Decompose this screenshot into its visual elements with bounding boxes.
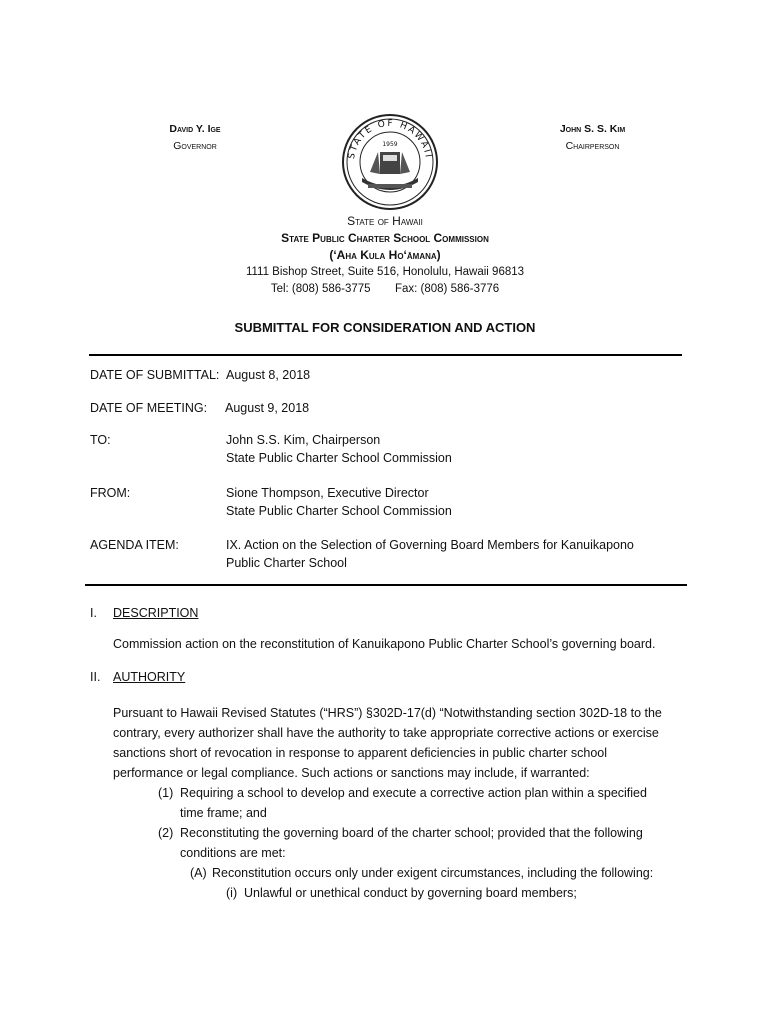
authority-line: performance or legal compliance. Such actions or sanctions may include, if warranted: [113,766,590,780]
phone: Tel: (808) 586-3775 [270,283,371,295]
list-item-text: Reconstitution occurs only under exigent circumstances, including the following: [212,866,654,880]
from-label: FROM: [90,486,131,500]
date-meeting-label: DATE OF MEETING: [90,401,208,415]
chair-title: Chairperson [565,140,620,152]
authority-line: contrary, every authorizer shall have the authority to take appropriate corrective actions or exercise [113,726,659,740]
from-line-2: State Public Charter School Commission [226,504,452,518]
divider-top [89,354,682,356]
list-item-line: time frame; and [180,806,267,820]
fax: Fax: (808) 586-3776 [394,283,500,295]
seal-year: 1959 [382,141,398,148]
section-title: DESCRIPTION [113,606,199,620]
agency-block [0,213,770,298]
list-item-line: conditions are met: [180,846,286,860]
from-line-1: Sione Thompson, Executive Director [226,486,429,500]
list-number: (A) [190,866,207,880]
list-item-line: Requiring a school to develop and execute a corrective action plan within a specified [180,786,647,800]
agenda-line-2: Public Charter School [226,556,347,570]
to-line-1: John S.S. Kim, Chairperson [226,433,381,447]
date-meeting-value: August 9, 2018 [225,401,310,415]
section-number: I. [90,606,97,620]
divider-bottom [85,584,687,586]
agenda-line-1: IX. Action on the Selection of Governing Board Members for Kanuikapono [226,538,634,552]
seal-text: STATE OF HAWAII [347,118,433,160]
list-item-text [180,823,643,863]
chair-name: John S. S. Kim [559,123,626,135]
governor-title: Governor [173,140,217,152]
date-submittal-label: DATE OF SUBMITTAL: [90,368,220,382]
list-item-text: Unlawful or unethical conduct by governing board members; [244,886,577,900]
section-title: AUTHORITY [113,670,186,684]
commission-name: State Public Charter School Commission [281,231,489,245]
state-seal-icon [340,112,440,212]
chairperson-block [545,121,640,155]
list-item-line: Reconstituting the governing board of the charter school; provided that the following [180,826,643,840]
list-number: (i) [226,886,238,900]
governor-name: David Y. Ige [169,123,221,135]
list-number: (1) [158,786,174,800]
hawaiian-name: (ʻAha Kula Hoʻāmana) [329,248,441,262]
governor-block [150,121,240,155]
contact-line [0,281,770,298]
section-number: II. [90,670,101,684]
address: 1111 Bishop Street, Suite 516, Honolulu, Hawaii 96813 [245,266,525,278]
document-title: SUBMITTAL FOR CONSIDERATION AND ACTION [234,320,536,335]
list-number: (2) [158,826,174,840]
agenda-label: AGENDA ITEM: [90,538,179,552]
authority-line: sanctions short of revocation in response to apparent deficiencies in public charter school [113,746,608,760]
state-name: State of Hawaii [347,214,423,228]
to-label: TO: [90,433,111,447]
authority-line: Pursuant to Hawaii Revised Statutes (“HRS”) §302D-17(d) “Notwithstanding section 302D-18 to the [113,706,662,720]
list-item-text [180,783,647,823]
to-line-2: State Public Charter School Commission [226,451,452,465]
authority-paragraph [113,703,688,783]
date-submittal-value: August 8, 2018 [226,368,311,382]
description-text: Commission action on the reconstitution of Kanuikapono Public Charter School’s governing board. [113,637,656,651]
